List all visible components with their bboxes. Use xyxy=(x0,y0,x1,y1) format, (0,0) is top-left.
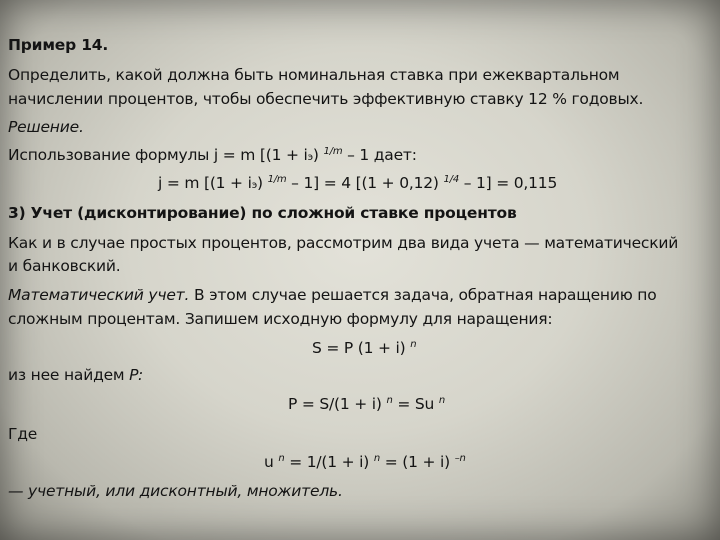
section-heading: 3) Учет (дисконтирование) по сложной ставке процентов xyxy=(8,204,517,222)
formula-intro xyxy=(8,146,417,164)
formula-intro-sub: э xyxy=(307,152,313,163)
calc-sup-1: 1/m xyxy=(267,174,287,185)
para1-line-1: Как и в случае простых процентов, рассмотрим два вида учета — математический xyxy=(8,234,679,252)
para2-line-2: сложным процентам. Запишем исходную формулу для наращения: xyxy=(8,310,553,328)
formula-u-c: = (1 + i) xyxy=(380,453,450,471)
formula-p-sup-2: n xyxy=(438,395,446,406)
where-label: Где xyxy=(8,425,38,443)
discount-factor-line: — учетный, или дисконтный, множитель. xyxy=(8,482,343,500)
formula-u-a: u xyxy=(264,453,274,471)
calc-part-a: j = m [(1 + i xyxy=(158,174,252,192)
math-discount-label: Математический учет. xyxy=(8,286,190,304)
formula-intro-text: Использование формулы j = m [(1 + i xyxy=(8,146,308,164)
find-p-text: из нее найдем xyxy=(8,366,130,384)
formula-p-a: P = S/(1 + i) xyxy=(288,395,382,413)
task-line-2: начислении процентов, чтобы обеспечить эффективную ставку 12 % годовых. xyxy=(8,90,644,108)
formula-u-sup-1: n xyxy=(278,453,285,464)
calc-part-b: ) xyxy=(256,174,263,192)
para2-rest: В этом случае решается задача, обратная наращению по xyxy=(189,286,657,304)
formula-s-sup: n xyxy=(410,339,417,350)
example-title: Пример 14. xyxy=(8,36,109,54)
formula-p xyxy=(288,395,445,413)
solution-label: Решение. xyxy=(8,118,84,136)
formula-s-text: S = P (1 + i) xyxy=(312,339,406,357)
formula-intro-mid: ) xyxy=(312,146,319,164)
formula-intro-end: – 1 дает: xyxy=(342,146,417,164)
formula-u xyxy=(264,453,466,471)
formula-u-sup-2: n xyxy=(373,453,381,464)
formula-u-b: = 1/(1 + i) xyxy=(284,453,370,471)
calculation-line xyxy=(158,174,557,192)
formula-u-sup-3: –n xyxy=(454,453,466,464)
calc-part-c: – 1] = 4 [(1 + 0,12) xyxy=(286,174,439,192)
find-p-var: P: xyxy=(129,366,144,384)
formula-p-sup-1: n xyxy=(386,395,393,406)
formula-p-b: = Su xyxy=(392,395,435,413)
formula-s xyxy=(312,339,416,357)
para2-line-1 xyxy=(8,286,657,304)
formula-intro-sup: 1/m xyxy=(323,146,343,157)
calc-sup-2: 1/4 xyxy=(443,174,459,185)
task-line-1: Определить, какой должна быть номинальная ставка при ежеквартальном xyxy=(8,66,620,84)
calc-sub: э xyxy=(251,180,257,191)
find-p-line xyxy=(8,366,143,384)
para1-line-2: и банковский. xyxy=(8,257,121,275)
calc-part-d: – 1] = 0,115 xyxy=(459,174,558,192)
